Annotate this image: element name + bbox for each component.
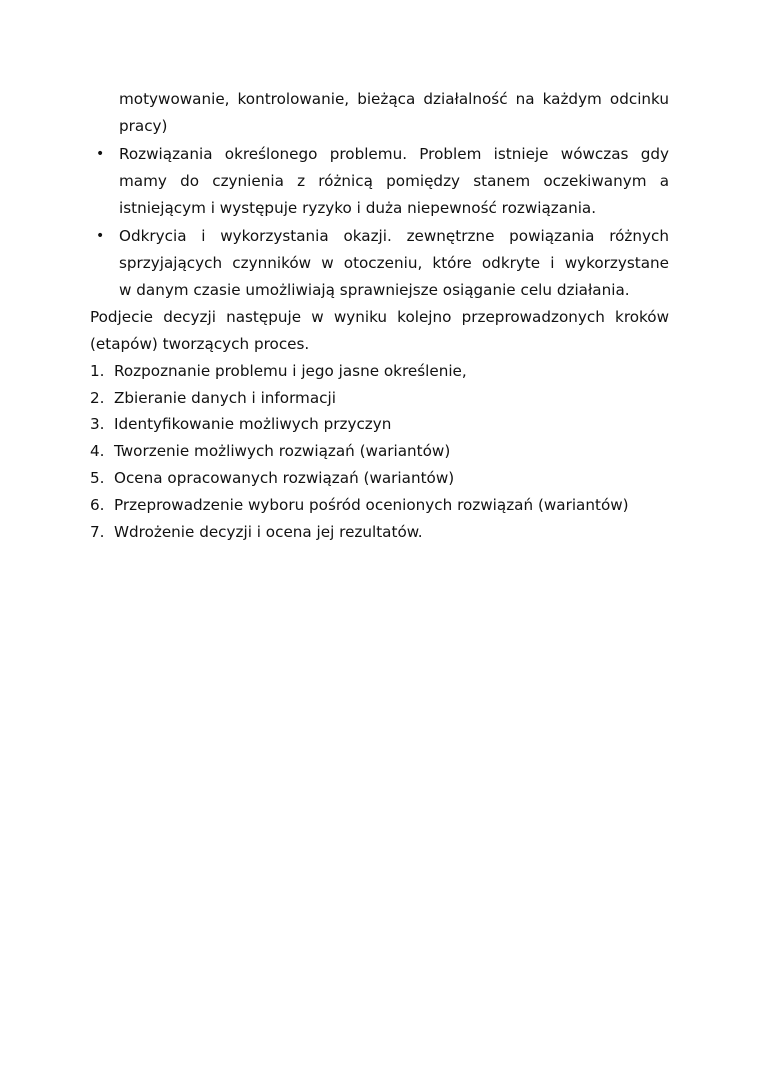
list-item-text: Ocena opracowanych rozwiązań (wariantów) xyxy=(114,469,455,487)
bullet-1-line-3: istniejącym i występuje ryzyko i duża niepewność rozwiązania. xyxy=(119,199,597,217)
list-item-number: 4. xyxy=(90,442,105,460)
list-item-number: 7. xyxy=(90,523,105,541)
list-item-text: Zbieranie danych i informacji xyxy=(114,389,336,407)
bullet-2-line-3: w danym czasie umożliwiają sprawniejsze osiąganie celu działania. xyxy=(119,281,630,299)
bullet-1-line-1: Rozwiązania określonego problemu. Problem istnieje wówczas gdy xyxy=(119,145,669,163)
bullet-1-line-2: mamy do czynienia z różnicą pomiędzy stanem oczekiwanym a xyxy=(119,172,669,190)
list-item-text: Wdrożenie decyzji i ocena jej rezultatów. xyxy=(114,523,423,541)
list-item-number: 2. xyxy=(90,389,105,407)
bullet-marker: • xyxy=(96,146,105,162)
list-item-text: Przeprowadzenie wyboru pośród ocenionych rozwiązań (wariantów) xyxy=(114,496,629,514)
bullet-marker: • xyxy=(96,228,105,244)
list-item-text: Rozpoznanie problemu i jego jasne określenie, xyxy=(114,362,467,380)
list-item-text: Tworzenie możliwych rozwiązań (wariantów) xyxy=(114,442,451,460)
continuation-line-1: motywowanie, kontrolowanie, bieżąca działalność na każdym odcinku xyxy=(119,90,669,108)
list-item-number: 5. xyxy=(90,469,105,487)
bullet-2-line-1: Odkrycia i wykorzystania okazji. zewnętrzne powiązania różnych xyxy=(119,227,669,245)
list-item-number: 6. xyxy=(90,496,105,514)
paragraph-line-2: (etapów) tworzących proces. xyxy=(90,335,310,353)
list-item-number: 3. xyxy=(90,415,105,433)
list-item-text: Identyfikowanie możliwych przyczyn xyxy=(114,415,392,433)
bullet-2-line-2: sprzyjających czynników w otoczeniu, które odkryte i wykorzystane xyxy=(119,254,669,272)
paragraph-line-1: Podjecie decyzji następuje w wyniku kolejno przeprowadzonych kroków xyxy=(90,308,669,326)
continuation-line-2: pracy) xyxy=(119,117,168,135)
list-item-number: 1. xyxy=(90,362,105,380)
